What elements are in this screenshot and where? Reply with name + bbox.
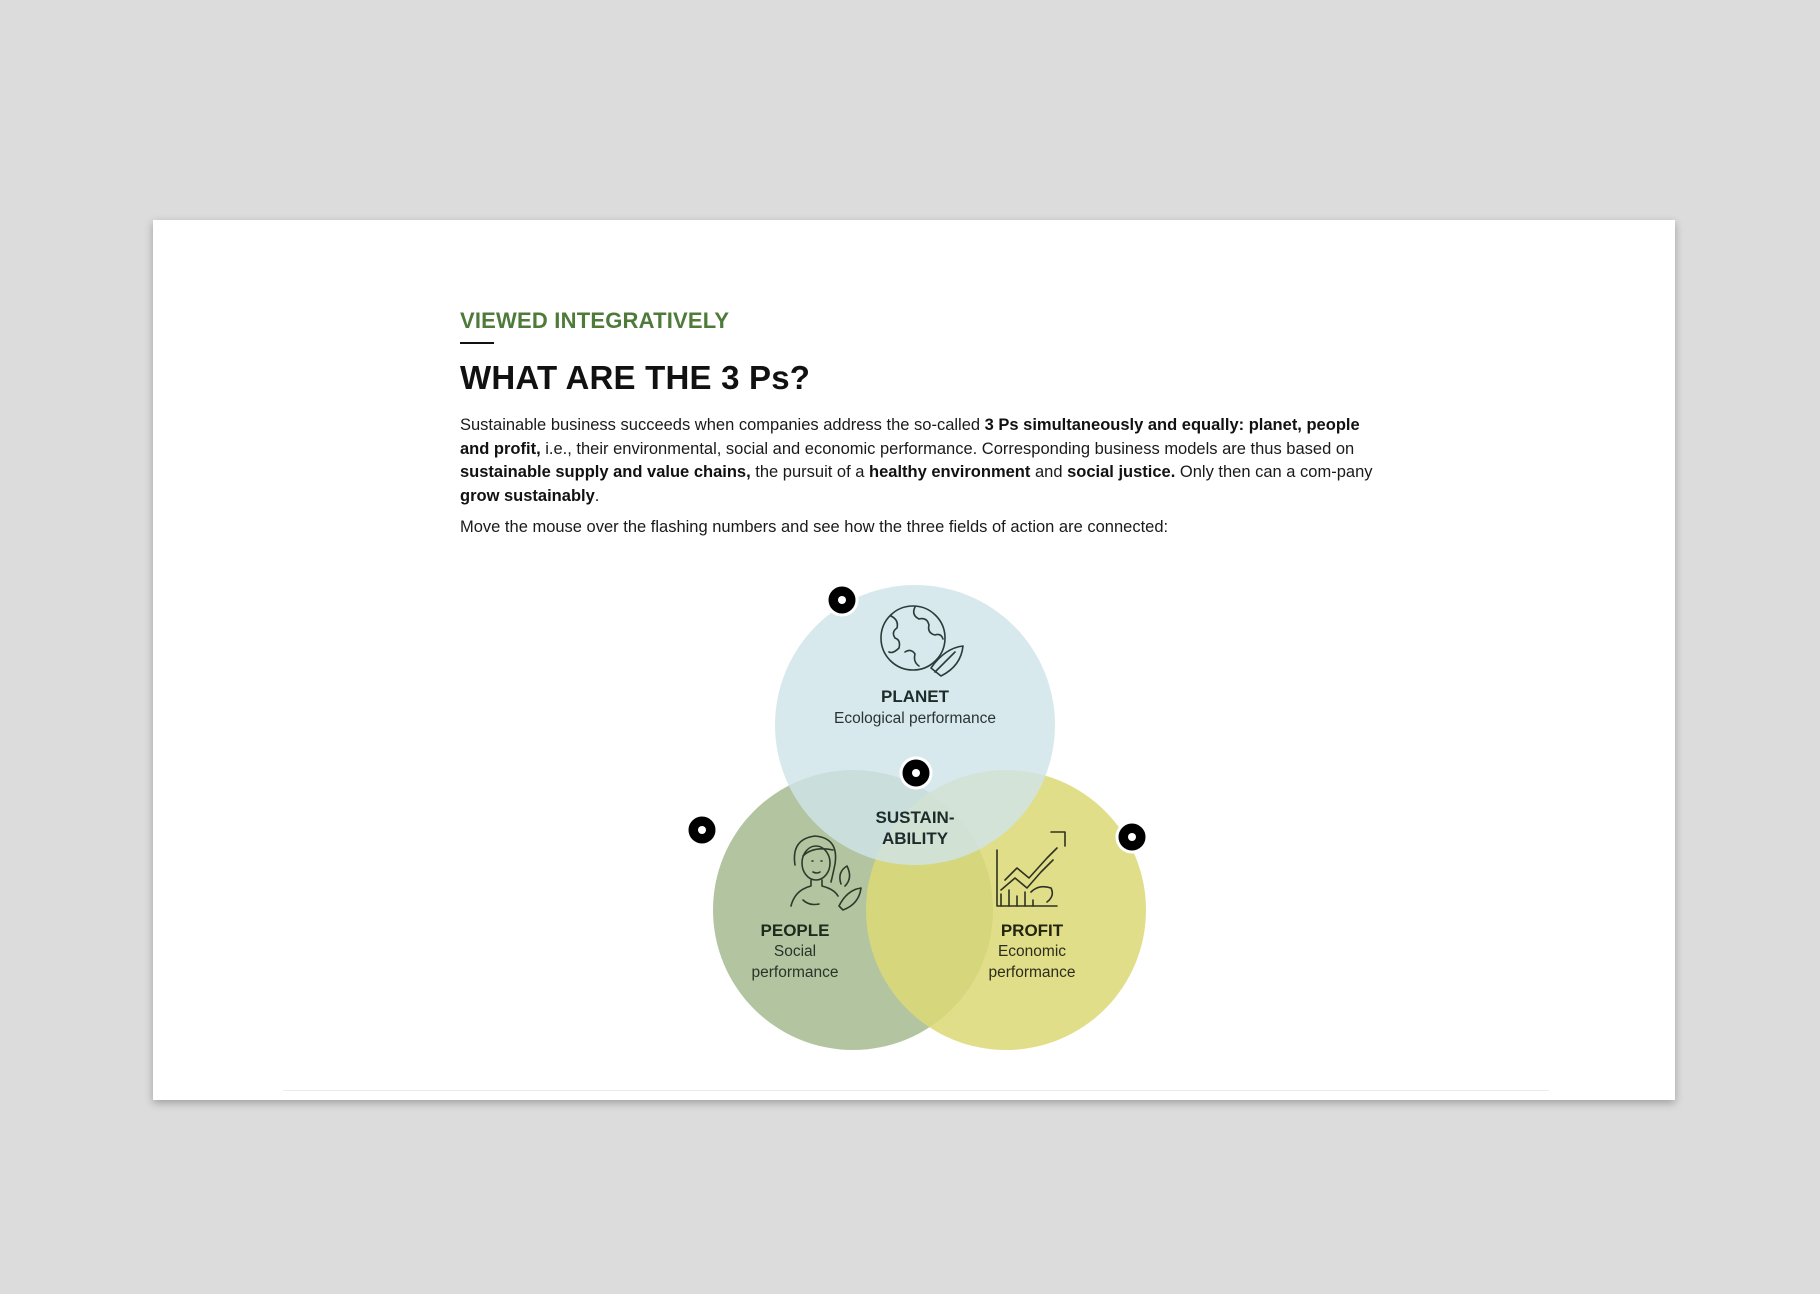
intro-segment: social justice. — [1067, 463, 1176, 481]
planet-title: PLANET — [881, 687, 949, 706]
instruction-text: Move the mouse over the flashing numbers and see how the three fields of action are connected: — [460, 518, 1169, 536]
hotspot-people[interactable] — [687, 815, 717, 845]
venn-diagram — [153, 220, 1675, 1100]
intro-segment: grow sustainably — [460, 486, 595, 505]
intro-segment: sustainable supply and value chains, — [460, 463, 751, 481]
hotspot-planet[interactable] — [827, 585, 857, 615]
eyebrow-label: VIEWED INTEGRATIVELY — [460, 308, 730, 333]
intro-segment: . — [594, 486, 600, 505]
people-subtitle-line1: Social — [773, 943, 817, 960]
intro-segment: Sustainable business succeeds when companies address the so-called — [460, 416, 985, 434]
intro-segment: 3 Ps simultaneously and equally: planet, people and profit, — [460, 416, 1360, 458]
profit-subtitle-line1: Economic — [997, 943, 1067, 960]
intro-segment: the pursuit of a — [750, 463, 870, 481]
people-title: PEOPLE — [760, 921, 830, 940]
people-subtitle-line2: performance — [751, 964, 839, 981]
slide-card — [153, 220, 1675, 1100]
profit-title: PROFIT — [1000, 921, 1064, 940]
intro-segment: and — [1030, 463, 1068, 481]
sustainability-label-line1: SUSTAIN- — [875, 808, 955, 827]
intro-segment: healthy environment — [869, 463, 1031, 481]
intro-segment: Only then can a com-pany — [1175, 463, 1373, 481]
planet-subtitle: Ecological performance — [834, 710, 996, 727]
hotspot-sustainability[interactable] — [901, 758, 931, 788]
hotspot-profit[interactable] — [1117, 822, 1147, 852]
profit-subtitle-line2: performance — [988, 964, 1076, 981]
sustainability-label-line2: ABILITY — [881, 829, 949, 848]
footer-divider — [283, 1090, 1549, 1091]
intro-segment: i.e., their environmental, social and economic performance. Corresponding business models are thus based on — [540, 439, 1355, 458]
page-title: WHAT ARE THE 3 Ps? — [460, 359, 811, 396]
